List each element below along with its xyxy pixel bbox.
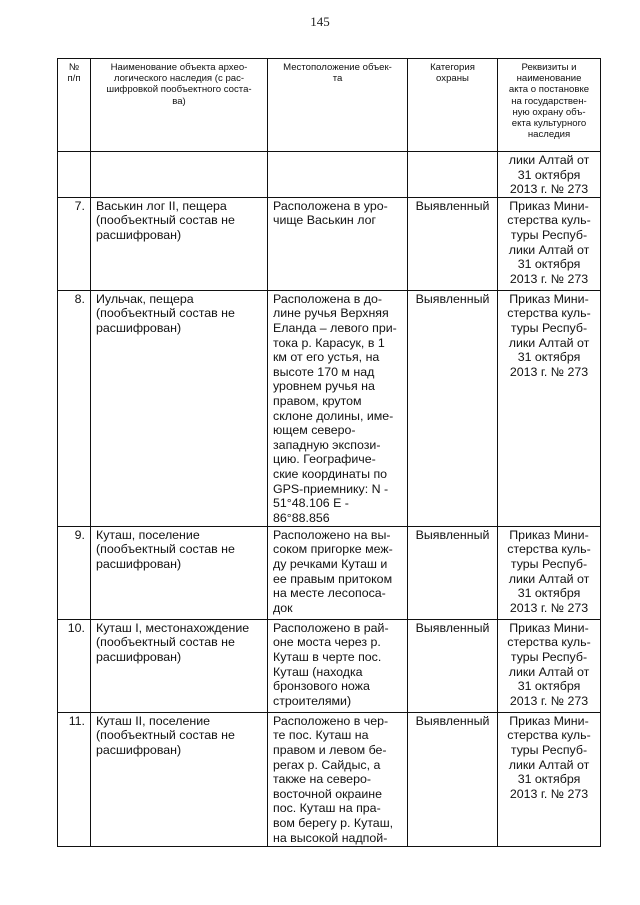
cell-category: Выявленный [408,290,498,526]
cell-location [268,152,408,198]
table-row-continuation [58,152,601,198]
header-name: Наименование объекта архео- логического наследия (с рас- шифровкой пообъектного соста- ва) [91,59,268,152]
cell-category: Выявленный [408,619,498,712]
cell-location: Расположено в чер- те пос. Куташ на правом и левом бе- регах р. Сайдыс, а также на северо- восточной окраине пос. Куташ на пра- вом берегу р. Куташ, на высокой надпой- [268,712,408,846]
cell-category [408,152,498,198]
cell-requisites: Приказ Мини- стерства куль- туры Респуб- лики Алтай от 31 октября 2013 г. № 273 [498,526,601,619]
header-num: № п/п [58,59,91,152]
cell-name: Куташ I, местонахождение (пообъектный состав не расшифрован) [91,619,268,712]
cell-requisites: Приказ Мини- стерства куль- туры Респуб- лики Алтай от 31 октября 2013 г. № 273 [498,290,601,526]
cell-name [91,152,268,198]
table-row [58,619,601,712]
header-location: Местоположение объек- та [268,59,408,152]
cell-num: 10. [58,619,91,712]
cell-num: 11. [58,712,91,846]
cell-num: 8. [58,290,91,526]
cell-category: Выявленный [408,197,498,290]
cell-num: 9. [58,526,91,619]
cell-num: 7. [58,197,91,290]
cell-requisites: лики Алтай от 31 октября 2013 г. № 273 [498,152,601,198]
cell-requisites: Приказ Мини- стерства куль- туры Респуб- лики Алтай от 31 октября 2013 г. № 273 [498,712,601,846]
table-row [58,526,601,619]
table-row [58,290,601,526]
cell-name: Куташ II, поселение (пообъектный состав не расшифрован) [91,712,268,846]
cell-name: Васькин лог II, пещера (пообъектный состав не расшифрован) [91,197,268,290]
table-row [58,197,601,290]
cell-requisites: Приказ Мини- стерства куль- туры Респуб- лики Алтай от 31 октября 2013 г. № 273 [498,197,601,290]
cell-location: Расположено в рай- оне моста через р. Куташ в черте пос. Куташ (находка бронзового ножа строителями) [268,619,408,712]
cell-requisites: Приказ Мини- стерства куль- туры Респуб- лики Алтай от 31 октября 2013 г. № 273 [498,619,601,712]
table-row [58,712,601,846]
cell-category: Выявленный [408,526,498,619]
table-header-row [58,59,601,152]
cell-name: Куташ, поселение (пообъектный состав не расшифрован) [91,526,268,619]
cell-location: Расположена в уро- чище Васькин лог [268,197,408,290]
cell-location: Расположена в до- лине ручья Верхняя Еланда – левого при- тока р. Карасук, в 1 км от его устья, на высоте 170 м над уровнем ручья на правом, крутом склоне долины, име- ющем северо- западную экспози- цию. Географиче- ские координаты по GPS-приемнику: N - 51°48.106 E - 86°88.856 [268,290,408,526]
header-category: Категория охраны [408,59,498,152]
page-number: 145 [310,14,330,29]
cell-location: Расположено на вы- соком пригорке меж- ду речками Куташ и ее правым притоком на месте лесопоса- док [268,526,408,619]
header-requisites: Реквизиты и наименование акта о постановке на государствен- ную охрану объ- екта культурного наследия [498,59,601,152]
cell-name: Иульчак, пещера (пообъектный состав не расшифрован) [91,290,268,526]
cell-category: Выявленный [408,712,498,846]
heritage-objects-table [57,58,601,847]
cell-num [58,152,91,198]
